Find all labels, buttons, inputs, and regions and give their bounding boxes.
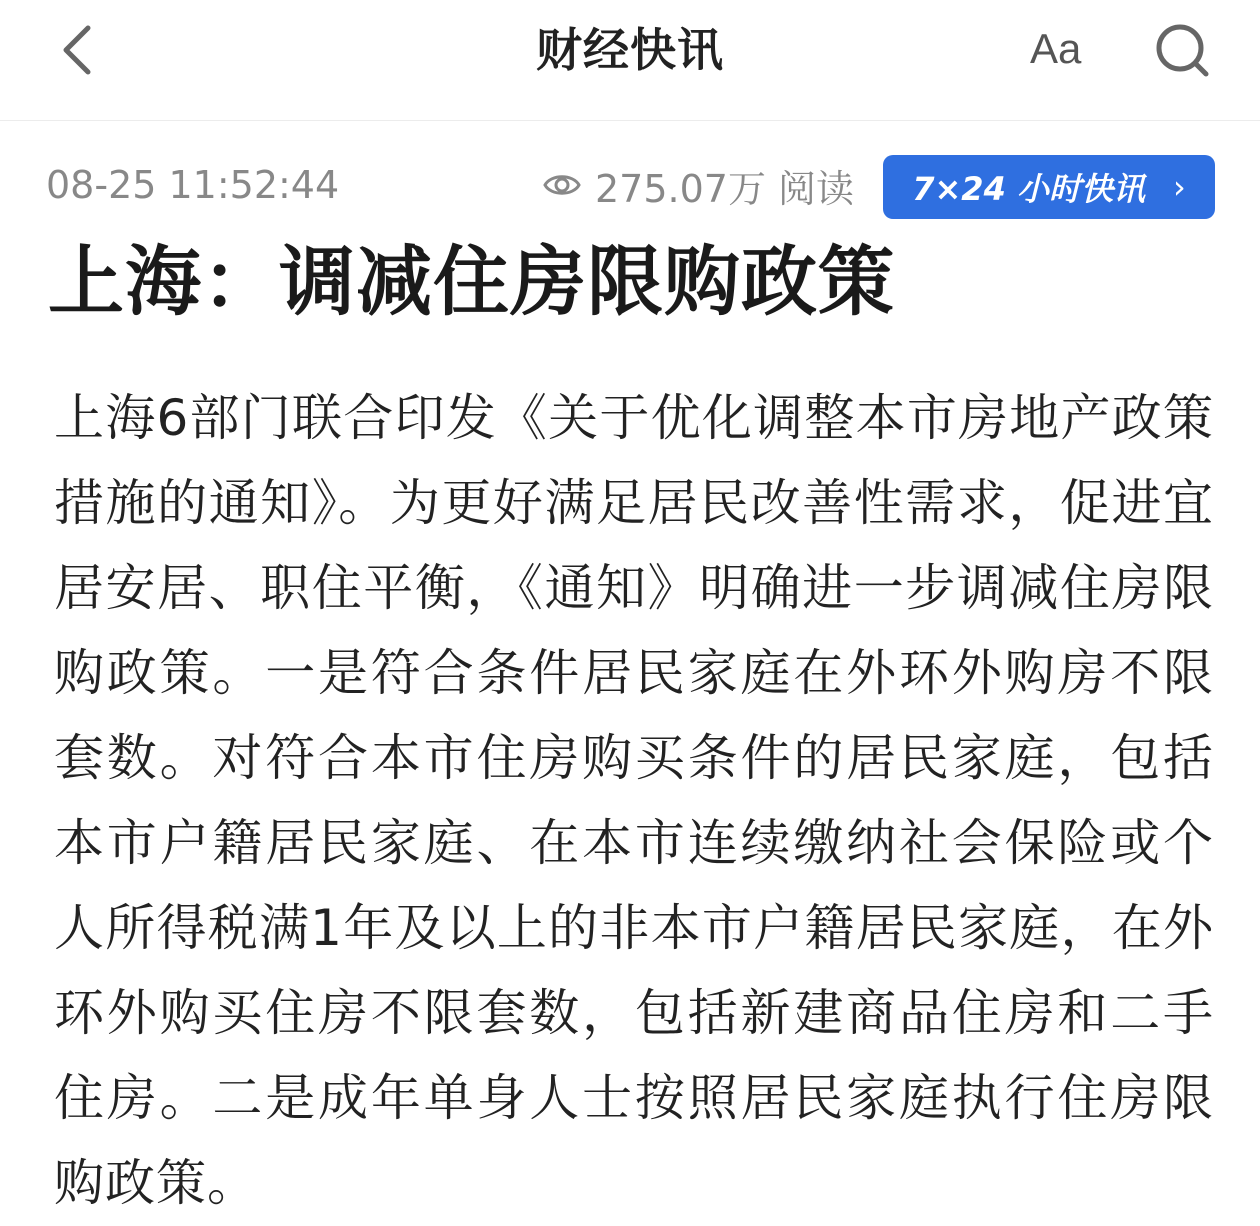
view-count <box>543 162 854 211</box>
view-count-value: 275.07万 <box>595 166 766 211</box>
eye-icon <box>543 170 581 200</box>
article-body: 上海6部门联合印发《关于优化调整本市房地产政策措施的通知》。为更好满足居民改善性需求，促进宜居安居、职住平衡，《通知》明确进一步调减住房限购政策。一是符合条件居民家庭在外环外购房不限套数。对符合本市住房购买条件的居民家庭，包括本市户籍居民家庭、在本市连续缴纳社会保险或个人所得税满1年及以上的非本市户籍居民家庭，在外环外购买住房不限套数，包括新建商品住房和二手住房。二是成年单身人士按照居民家庭执行住房限购政策。 <box>54 389 1214 1212</box>
view-count-label: 阅读 <box>777 166 854 211</box>
article-headline: 上海：调减住房限购政策 <box>48 237 895 326</box>
search-icon <box>1152 22 1214 78</box>
chevron-right-icon: › <box>1172 168 1186 206</box>
live-news-badge[interactable] <box>883 155 1215 219</box>
article-meta <box>0 150 1260 220</box>
top-navigation-bar <box>0 0 1260 121</box>
publish-timestamp: 08-25 11:52:44 <box>46 163 340 207</box>
search-button[interactable] <box>1152 22 1214 78</box>
badge-label: 7×24 小时快讯 <box>912 170 1145 208</box>
page-title: 财经快讯 <box>536 23 724 77</box>
font-size-button[interactable]: Aa <box>1030 25 1082 72</box>
